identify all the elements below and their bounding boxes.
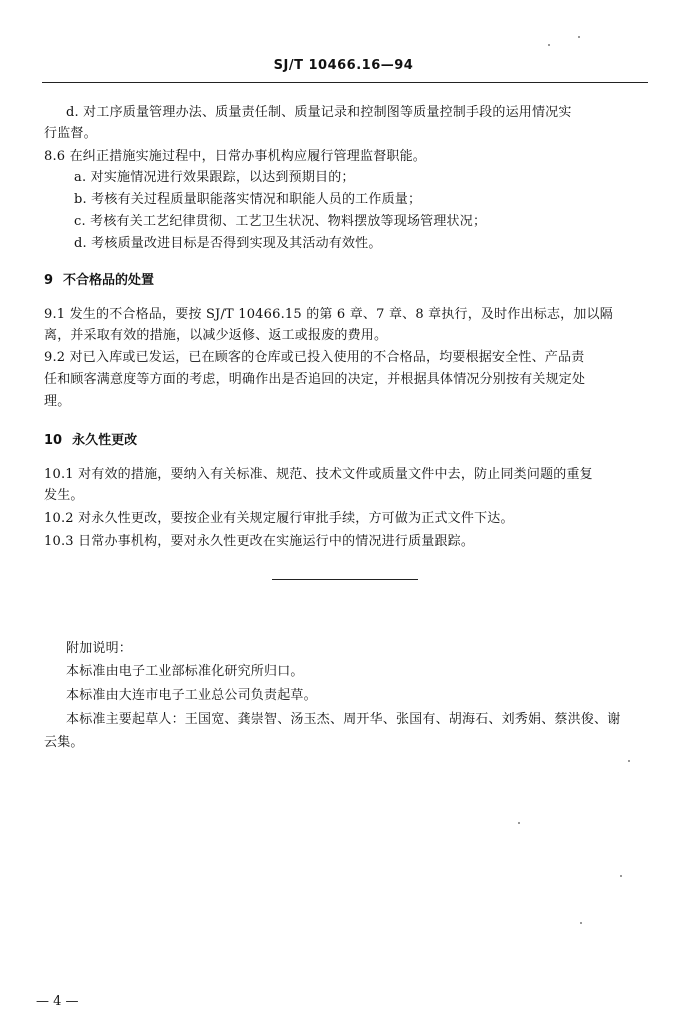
section-10-heading	[44, 429, 137, 448]
clause-8-6: 8.6 在纠正措施实施过程中，日常办事机构应履行管理监督职能。	[44, 149, 427, 164]
clause-9-2-line1: 9.2 对已入库或已发运，已在顾客的仓库或已投入使用的不合格品，均要根据安全性、产品责	[44, 350, 585, 365]
appendix-line2: 本标准由大连市电子工业总公司负责起草。	[66, 688, 317, 703]
clause-10-2: 10.2 对永久性更改，要按企业有关规定履行审批手续，方可做为正式文件下达。	[44, 511, 514, 526]
clause-8-5-d-line1: d. 对工序质量管理办法、质量责任制、质量记录和控制图等质量控制手段的运用情况实	[66, 105, 572, 120]
clause-8-6-d: d. 考核质量改进目标是否得到实现及其活动有效性。	[74, 236, 382, 251]
page-number: — 4 —	[36, 994, 79, 1009]
clause-9-2-line2: 任和顾客满意度等方面的考虑，明确作出是否追回的决定，并根据具体情况分别按有关规定处	[44, 372, 586, 387]
clause-10-1-line1: 10.1 对有效的措施，要纳入有关标准、规范、技术文件或质量文件中去，防止同类问题的重复	[44, 467, 593, 482]
clause-10-1-line2: 发生。	[44, 488, 84, 503]
scan-speck	[548, 44, 550, 46]
clause-8-6-c: c. 考核有关工艺纪律贯彻、工艺卫生状况、物料摆放等现场管理状况；	[74, 214, 487, 229]
scan-speck	[518, 822, 520, 824]
appendix-line1: 本标准由电子工业部标准化研究所归口。	[66, 664, 304, 679]
clause-9-1-line2: 离，并采取有效的措施，以减少返修、返工或报废的费用。	[44, 328, 388, 343]
clause-8-6-b: b. 考核有关过程质量职能落实情况和职能人员的工作质量；	[74, 192, 422, 207]
appendix-line3: 本标准主要起草人：王国宽、龚崇智、汤玉杰、周开华、张国有、胡海石、刘秀娟、蔡洪俊、谢	[66, 712, 621, 727]
scan-speck	[628, 760, 630, 762]
section-10-number: 10	[44, 433, 63, 448]
appendix-title: 附加说明：	[66, 641, 133, 656]
section-9-title: 不合格品的处置	[63, 273, 155, 288]
appendix-line4: 云集。	[44, 735, 84, 750]
scan-speck	[580, 922, 582, 924]
section-9-heading	[44, 269, 154, 288]
clause-10-3: 10.3 日常办事机构，要对永久性更改在实施运行中的情况进行质量跟踪。	[44, 534, 475, 549]
scan-speck	[620, 875, 622, 877]
section-9-number: 9	[44, 273, 54, 288]
clause-9-1-line1: 9.1 发生的不合格品，要按 SJ/T 10466.15 的第 6 章、7 章、8 章执行，及时作出标志，加以隔	[44, 307, 613, 322]
header-rule	[42, 82, 648, 83]
scan-speck	[578, 36, 580, 38]
clause-8-6-a: a. 对实施情况进行效果跟踪，以达到预期目的；	[74, 170, 355, 185]
section-separator	[272, 579, 418, 580]
standard-number-header: SJ/T 10466.16—94	[273, 58, 414, 73]
section-10-title: 永久性更改	[72, 433, 138, 448]
clause-9-2-line3: 理。	[44, 394, 71, 409]
clause-8-5-d-line2: 行监督。	[44, 126, 97, 141]
